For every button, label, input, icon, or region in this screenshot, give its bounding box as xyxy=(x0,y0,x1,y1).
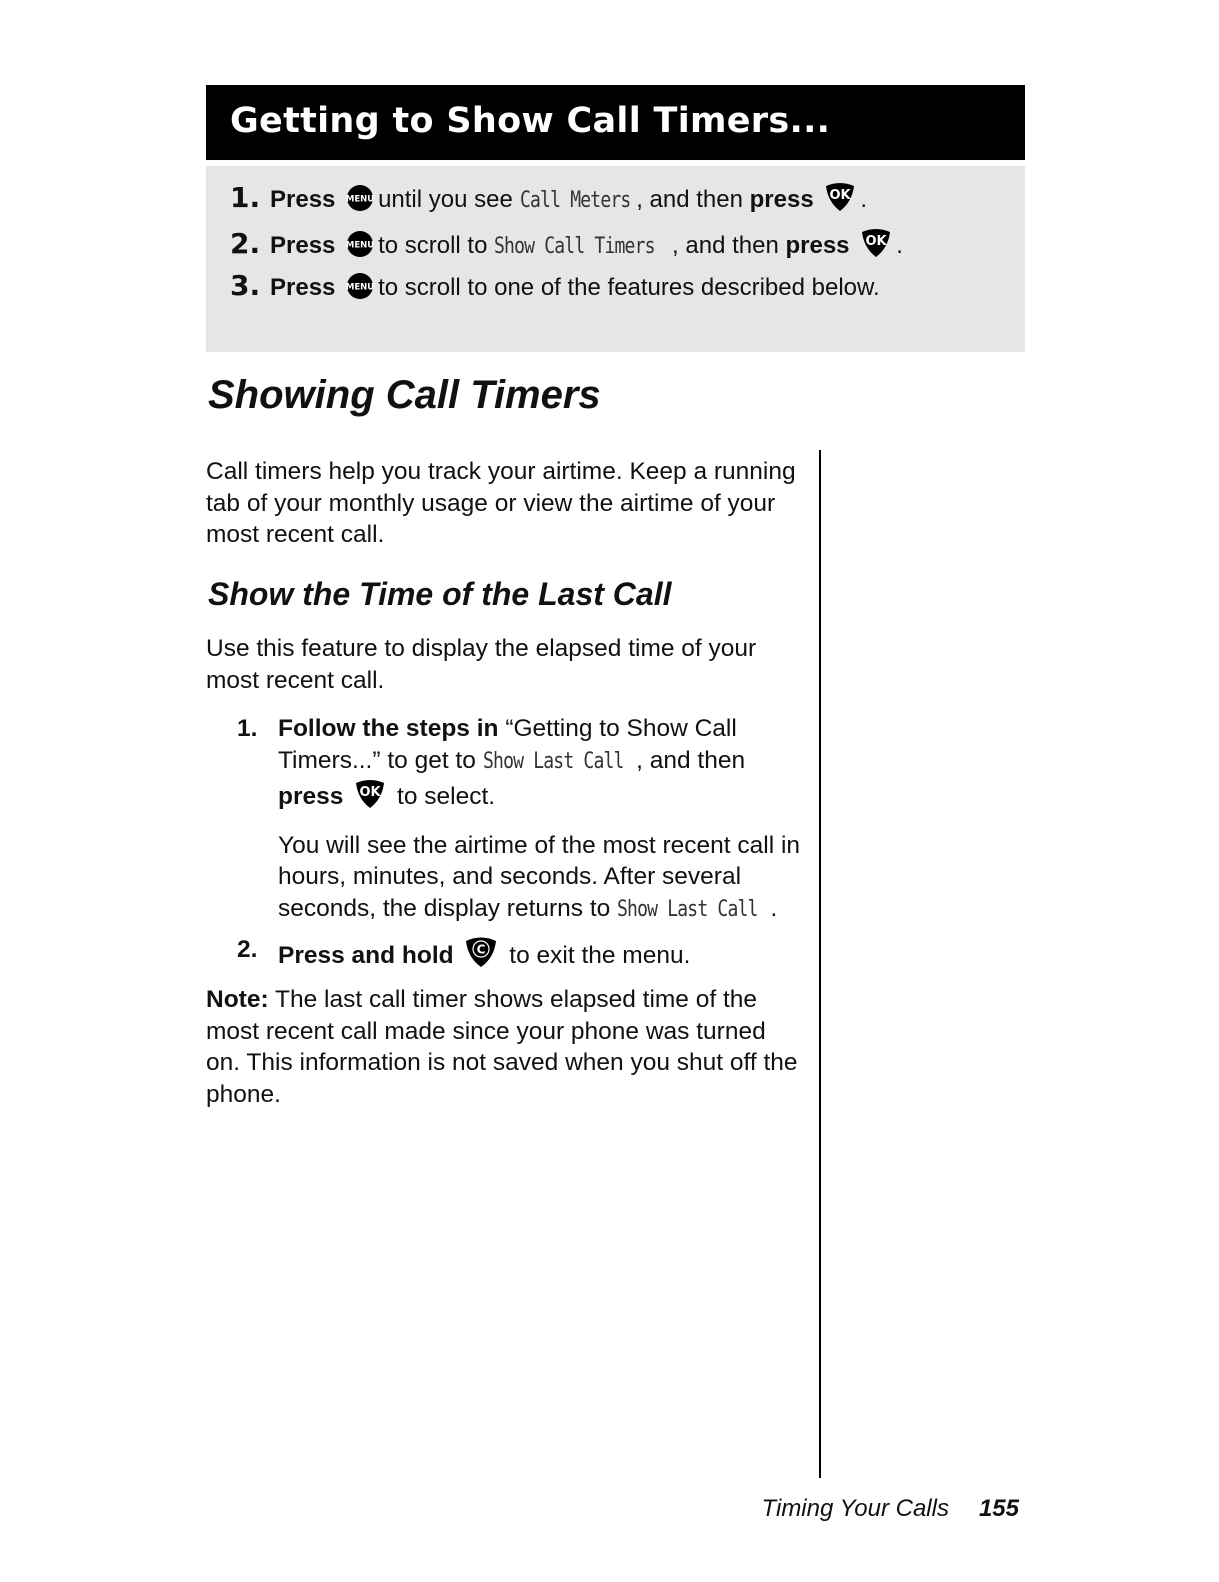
box-step-2: 2. Press MENU to scroll to Show Call Timers , and then press OK . xyxy=(230,227,903,260)
section-title: Showing Call Timers xyxy=(208,373,601,417)
list-item-1: 1. Follow the steps in “Getting to Show Call Timers...” to get to Show Last Call , and then press OK to select. You will see the airtime of the most recent call in hours, minutes, and seconds. After several seconds, the display returns to Show Last Call . xyxy=(237,713,807,925)
box-title: Getting to Show Call Timers... xyxy=(230,101,831,141)
svg-text:MENU: MENU xyxy=(346,282,375,293)
subsection-title: Show the Time of the Last Call xyxy=(208,576,672,612)
menu-key-icon xyxy=(346,272,374,300)
svg-text:C: C xyxy=(477,942,486,957)
note-label: Note: xyxy=(206,986,269,1013)
menu-key-icon xyxy=(346,230,374,258)
column-divider xyxy=(819,450,821,1478)
svg-text:OK: OK xyxy=(829,188,851,203)
list-item-2: 2. Press and hold C to exit the menu. xyxy=(237,934,807,972)
ok-key-icon xyxy=(824,180,856,212)
list-item-1-text: Follow the steps in “Getting to Show Call Timers...” to get to Show Last Call , and then press OK to select. xyxy=(278,715,746,810)
section-header-bar xyxy=(206,85,1025,160)
list-item-2-text: Press and hold C to exit the menu. xyxy=(278,934,807,972)
instruction-box xyxy=(206,166,1025,352)
box-step-1: 1. Press MENU until you see Call Meters , and then press OK . xyxy=(230,181,868,214)
menu-key-icon xyxy=(346,184,374,212)
clear-key-icon xyxy=(464,934,498,968)
svg-text:OK: OK xyxy=(359,785,381,800)
note xyxy=(206,984,806,1110)
page-footer xyxy=(762,1495,1019,1523)
svg-text:MENU: MENU xyxy=(346,240,375,251)
svg-text:OK: OK xyxy=(865,234,887,249)
page-number: 155 xyxy=(978,1495,1019,1522)
ok-key-icon xyxy=(354,777,386,809)
section-intro: Call timers help you track your airtime. Keep a running tab of your monthly usage or view the airtime of your most recent call. xyxy=(206,458,796,548)
subsection-intro: Use this feature to display the elapsed time of your most recent call. xyxy=(206,635,757,694)
svg-text:MENU: MENU xyxy=(346,194,375,205)
footer-chapter: Timing Your Calls xyxy=(761,1495,949,1522)
box-step-3: 3. Press MENU to scroll to one of the features described below. xyxy=(230,269,880,302)
list-item-1-detail: You will see the airtime of the most recent call in hours, minutes, and seconds. After several seconds, the display returns to Show Last Call . xyxy=(278,831,801,922)
note-text: The last call timer shows elapsed time of the most recent call made since your phone was turned on. This information is not saved when you shut off the phone. xyxy=(206,986,798,1108)
ok-key-icon xyxy=(860,226,892,258)
